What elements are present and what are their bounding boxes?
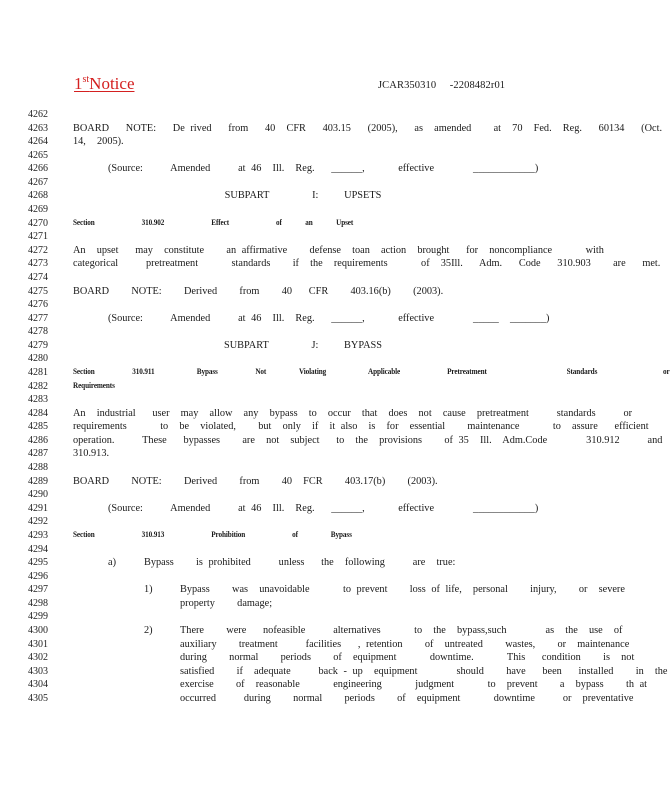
- line-number: 4278: [28, 326, 48, 338]
- subpart-heading: SUBPART J: BYPASS: [223, 339, 383, 351]
- document-line: [0, 475, 618, 489]
- document-line: [0, 162, 618, 176]
- line-number: 4292: [28, 516, 48, 528]
- document-line: [0, 108, 618, 122]
- line-number: 4288: [28, 462, 48, 474]
- line-text: operation. These bypasses are not subject to the provisions of 35 Ill. Adm.Code 310.912 and: [73, 434, 663, 446]
- line-number: 4265: [28, 149, 48, 161]
- line-number: 4294: [28, 543, 48, 555]
- document-line: [0, 380, 618, 394]
- line-number: 4293: [28, 529, 48, 541]
- document-line: [0, 678, 647, 692]
- line-number: 4289: [28, 475, 48, 487]
- line-number: 4271: [28, 231, 48, 243]
- document-line: [0, 285, 618, 299]
- line-number: 4281: [28, 366, 48, 378]
- document-line: [0, 610, 618, 624]
- document-line: [0, 122, 663, 136]
- line-number: 4285: [28, 421, 48, 433]
- document-line: [0, 570, 618, 584]
- subpart-heading: SUBPART I: UPSETS: [224, 190, 382, 202]
- document-line: [0, 271, 618, 285]
- document-body: [0, 108, 670, 705]
- line-number: 4305: [28, 692, 48, 704]
- document-line: [0, 583, 625, 597]
- line-text: An upset may constitute an affirmative defense toan action brought for noncompliance with: [73, 244, 604, 256]
- line-number: 4284: [28, 407, 48, 419]
- document-line: [0, 366, 670, 380]
- line-text: 14, 2005).: [73, 136, 124, 148]
- section-heading: Section 310.911 Bypass Not Violating Applicable Pretreatment Standards or: [73, 367, 670, 377]
- page-header: [74, 72, 578, 96]
- line-number: 4267: [28, 176, 48, 188]
- document-line: [0, 339, 618, 353]
- document-line: [0, 244, 618, 258]
- line-number: 4287: [28, 448, 48, 460]
- list-item-label: a): [108, 557, 116, 569]
- line-text: occurred during normal periods of equipment downtime or preventative: [180, 692, 634, 704]
- line-number: 4286: [28, 434, 48, 446]
- line-text: during normal periods of equipment downtime. This condition is not: [180, 652, 635, 664]
- document-line: [0, 217, 618, 231]
- list-item-label: 1): [144, 584, 153, 596]
- line-number: 4268: [28, 190, 48, 202]
- document-line: [0, 651, 635, 665]
- line-number: 4291: [28, 502, 48, 514]
- line-number: 4303: [28, 665, 48, 677]
- line-text: BOARD NOTE: Derived from 40 FCR 403.17(b) (2003).: [73, 475, 438, 487]
- line-number: 4270: [28, 217, 48, 229]
- line-number: 4279: [28, 339, 48, 351]
- document-line: [0, 298, 618, 312]
- line-number: 4283: [28, 394, 48, 406]
- document-line: [0, 257, 661, 271]
- document-line: [0, 203, 618, 217]
- document-line: [0, 529, 618, 543]
- first-notice-label: 1stNotice: [74, 74, 135, 93]
- document-line: [0, 692, 634, 706]
- line-number: 4282: [28, 380, 48, 392]
- line-text: There were nofeasible alternatives to the bypass,such as the use of: [180, 624, 623, 636]
- document-line: [0, 325, 618, 339]
- line-number: 4301: [28, 638, 48, 650]
- line-text: auxiliary treatment facilities , retention of untreated wastes, or maintenance: [180, 638, 630, 650]
- line-number: 4264: [28, 136, 48, 148]
- document-line: [0, 488, 618, 502]
- document-line: [0, 393, 618, 407]
- line-text: Bypass is prohibited unless the following are true:: [144, 557, 456, 569]
- line-text: (Source: Amended at 46 Ill. Reg. ______, effective ____________): [108, 163, 539, 175]
- line-number: 4302: [28, 652, 48, 664]
- line-text: An industrial user may allow any bypass to occur that does not cause pretreatment standards or: [73, 407, 633, 419]
- document-line: [0, 189, 618, 203]
- document-line: [0, 230, 618, 244]
- document-line: [0, 135, 618, 149]
- document-line: [0, 543, 618, 557]
- line-number: 4300: [28, 624, 48, 636]
- line-number: 4275: [28, 285, 48, 297]
- line-number: 4280: [28, 353, 48, 365]
- line-number: 4276: [28, 299, 48, 311]
- line-number: 4299: [28, 611, 48, 623]
- line-text: (Source: Amended at 46 Ill. Reg. ______, effective ____________): [108, 502, 539, 514]
- line-text: exercise of reasonable engineering judgment to prevent a bypass th at: [180, 679, 647, 691]
- line-number: 4304: [28, 679, 48, 691]
- document-line: [0, 665, 668, 679]
- document-line: [0, 149, 618, 163]
- line-text: BOARD NOTE: De rived from 40 CFR 403.15 (2005), as amended at 70 Fed. Reg. 60134 (Oct.: [73, 122, 663, 134]
- list-item-label: 2): [144, 624, 153, 636]
- line-number: 4297: [28, 584, 48, 596]
- line-number: 4277: [28, 312, 48, 324]
- document-line: [0, 420, 649, 434]
- document-line: [0, 597, 618, 611]
- section-heading: Requirements: [73, 380, 115, 391]
- document-line: [0, 638, 630, 652]
- line-text: 310.913.: [73, 448, 110, 460]
- line-text: (Source: Amended at 46 Ill. Reg. ______, effective _____ _______): [108, 312, 550, 324]
- document-line: [0, 407, 633, 421]
- document-line: [0, 176, 618, 190]
- line-text: requirements to be violated, but only if it also is for essential maintenance to assure efficient: [73, 421, 649, 433]
- line-number: 4263: [28, 122, 48, 134]
- line-text: BOARD NOTE: Derived from 40 CFR 403.16(b) (2003).: [73, 285, 444, 297]
- section-heading: Section 310.902 Effect of an Upset: [73, 217, 354, 228]
- line-number: 4295: [28, 557, 48, 569]
- line-number: 4262: [28, 109, 48, 120]
- document-line: [0, 502, 618, 516]
- document-line: [0, 461, 618, 475]
- line-text: Bypass was unavoidable to prevent loss of life, personal injury, or severe: [180, 584, 625, 596]
- line-text: property damage;: [180, 597, 273, 609]
- document-line: [0, 624, 623, 638]
- document-id: JCAR350310 -2208482r01: [378, 80, 506, 91]
- line-number: 4274: [28, 271, 48, 283]
- line-number: 4266: [28, 163, 48, 175]
- line-number: 4290: [28, 489, 48, 501]
- line-text: satisfied if adequate back - up equipment should have been installed in the: [180, 665, 668, 677]
- document-line: [0, 447, 618, 461]
- document-line: [0, 312, 618, 326]
- section-heading: Section 310.913 Prohibition of Bypass: [73, 529, 352, 540]
- document-line: [0, 556, 618, 570]
- line-text: categorical pretreatment standards if the requirements of 35Ill. Adm. Code 310.903 are met.: [73, 258, 661, 270]
- line-number: 4273: [28, 258, 48, 270]
- line-number: 4272: [28, 244, 48, 256]
- document-line: [0, 434, 663, 448]
- line-number: 4296: [28, 570, 48, 582]
- line-number: 4269: [28, 204, 48, 216]
- line-number: 4298: [28, 597, 48, 609]
